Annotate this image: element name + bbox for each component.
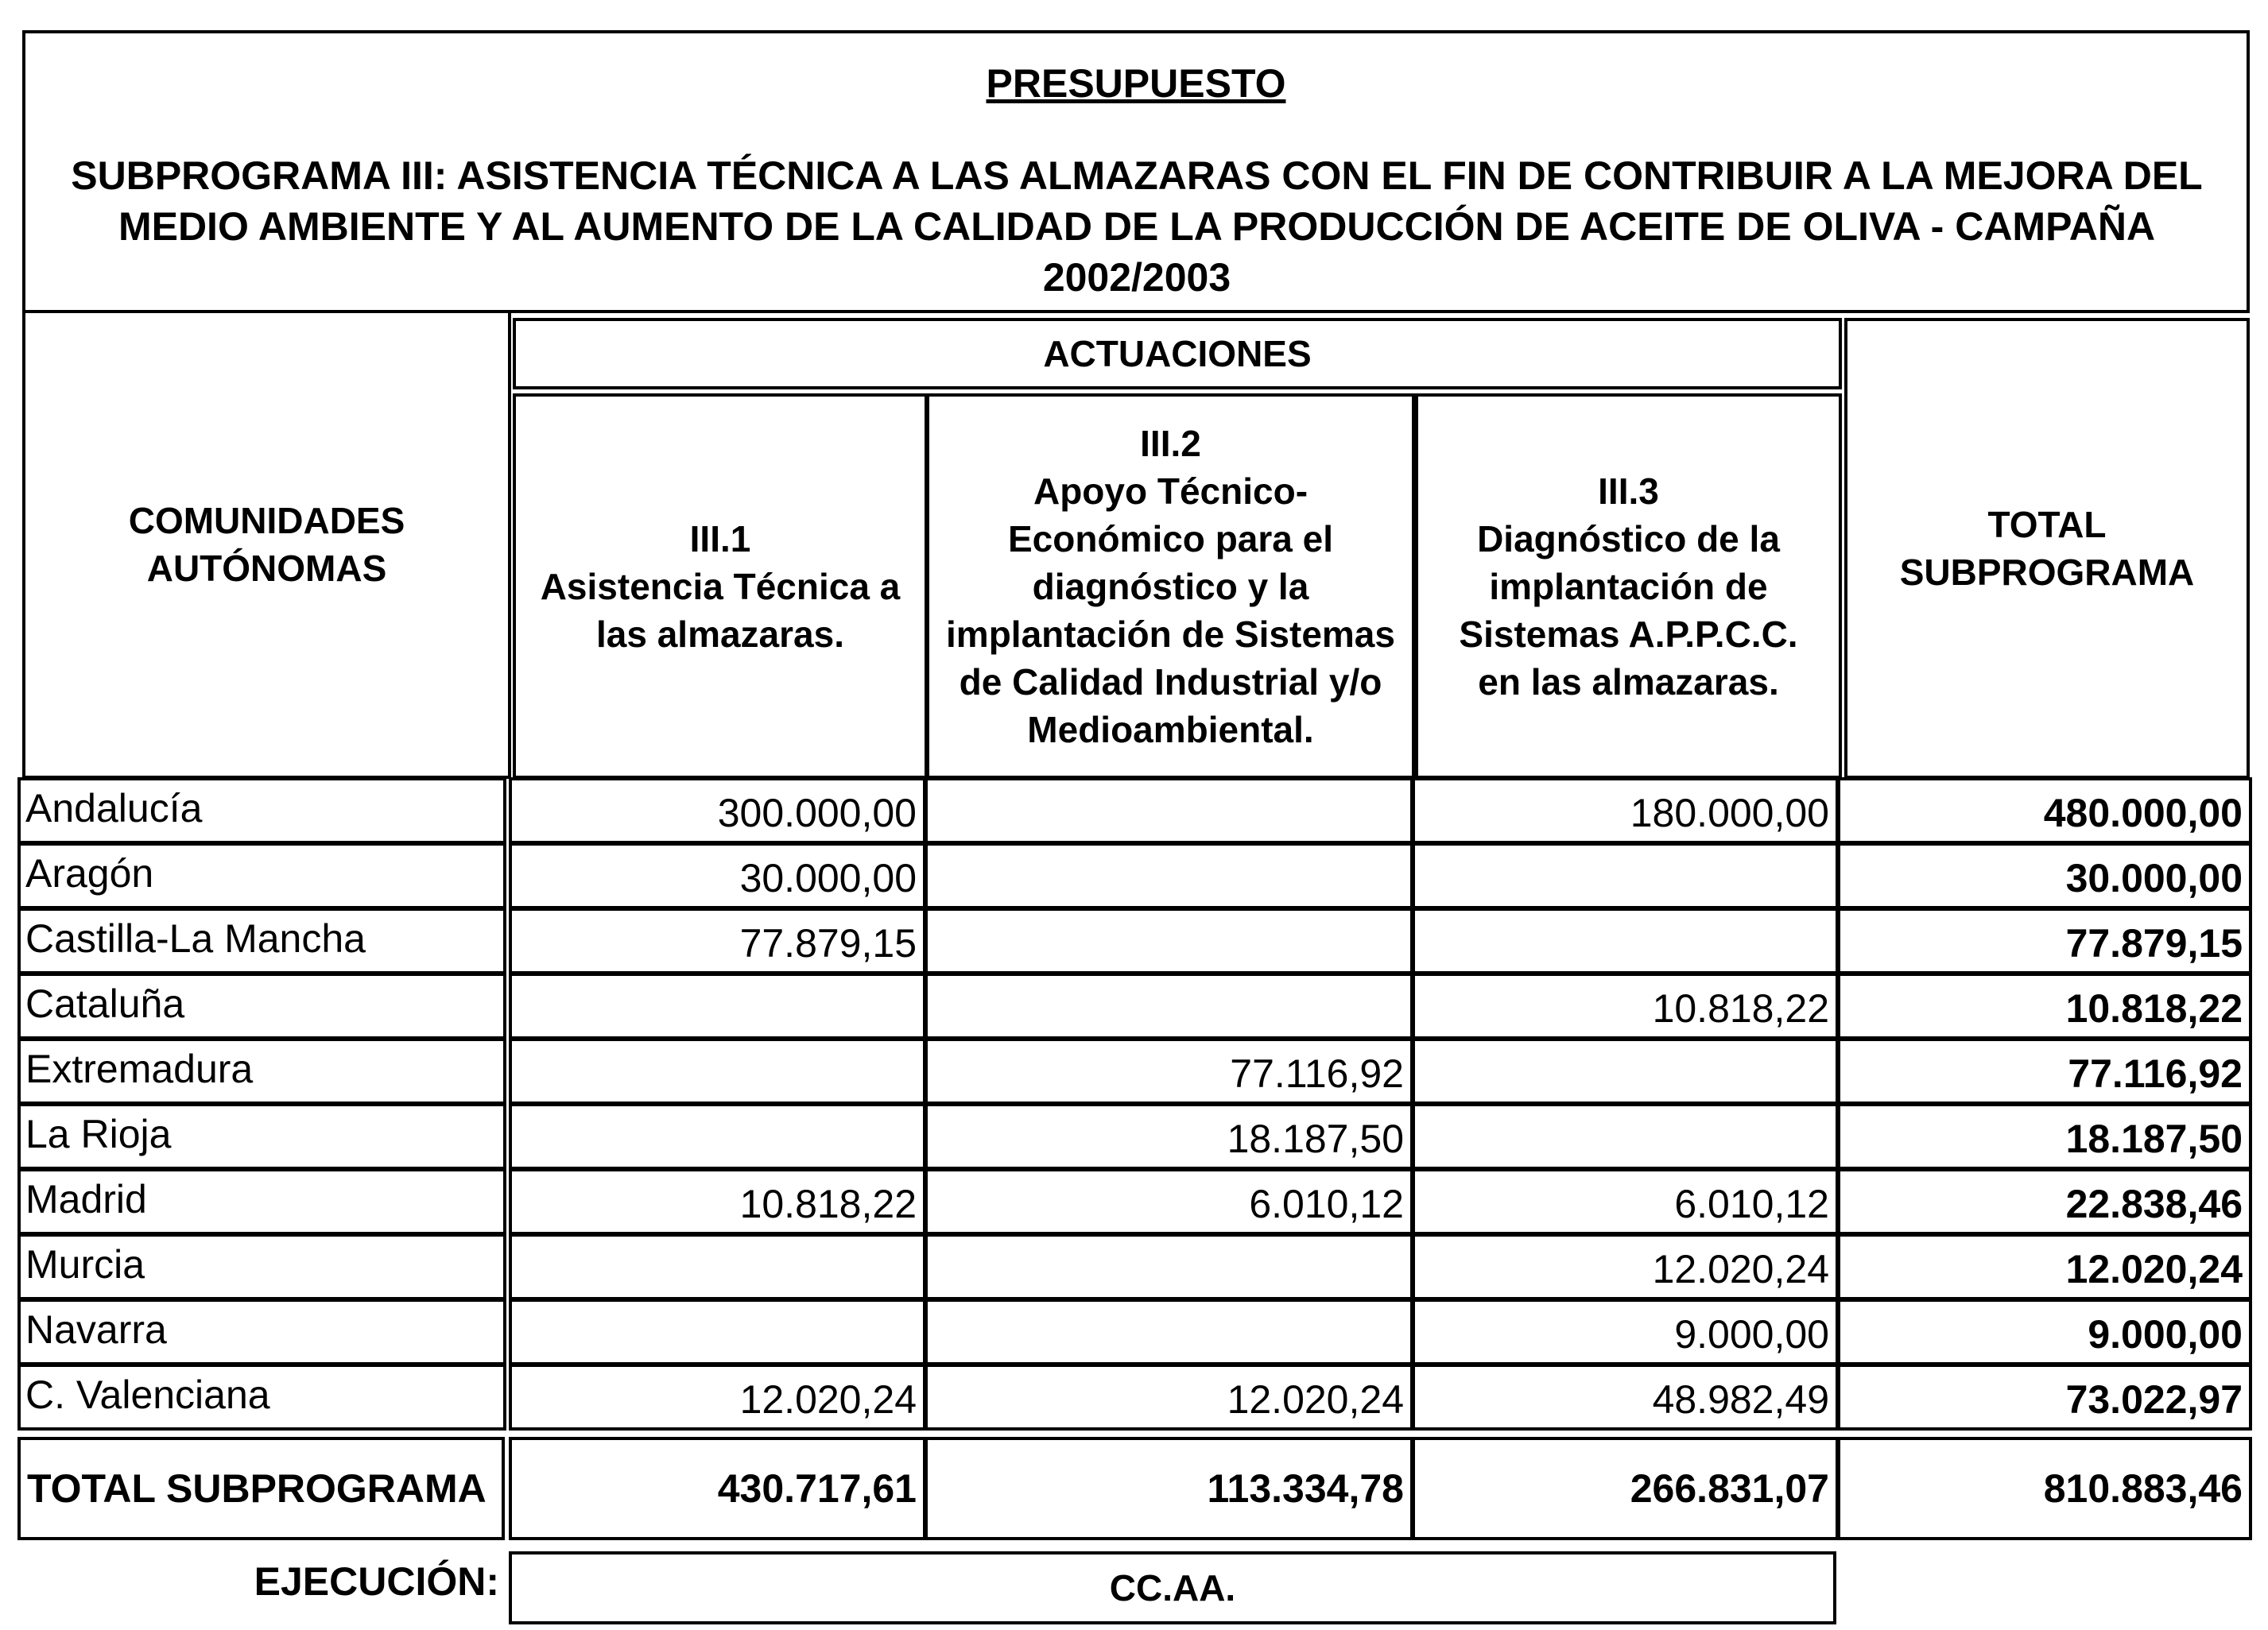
total-row-total: 810.883,46 [1837, 1437, 2252, 1540]
row-region: La Rioja [17, 1103, 506, 1170]
row-c3-cell: 48.982,49 [1412, 1364, 1839, 1431]
header-total-label: TOTAL SUBPROGRAMA [1899, 504, 2195, 593]
row-region: C. Valenciana [17, 1364, 506, 1431]
row-c1-cell [509, 1233, 926, 1300]
row-c1-cell: 10.818,22 [509, 1168, 926, 1235]
header-region [22, 310, 511, 779]
row-c2-cell: 6.010,12 [925, 1168, 1413, 1235]
row-c2-cell [925, 777, 1413, 844]
header-col1 [513, 393, 928, 779]
row-c1-cell [509, 973, 926, 1040]
row-total-cell: 10.818,22 [1837, 973, 2252, 1040]
row-region: Andalucía [17, 777, 506, 844]
total-row-c2: 113.334,78 [925, 1437, 1413, 1540]
row-total-cell: 9.000,00 [1837, 1299, 2252, 1365]
header-region-label: COMUNIDADES AUTÓNOMAS [128, 500, 405, 589]
row-total-cell: 77.116,92 [1837, 1038, 2252, 1105]
row-region: Castilla-La Mancha [17, 908, 506, 974]
header-col3-code: III.3 [1598, 470, 1659, 512]
row-total-cell: 30.000,00 [1837, 842, 2252, 909]
row-total-cell: 18.187,50 [1837, 1103, 2252, 1170]
row-c1-cell [509, 1038, 926, 1105]
row-c3-cell [1412, 1103, 1839, 1170]
row-c1-cell: 12.020,24 [509, 1364, 926, 1431]
row-c3-cell [1412, 908, 1839, 974]
ejecucion-label: EJECUCIÓN: [254, 1559, 499, 1604]
row-c3-cell: 12.020,24 [1412, 1233, 1839, 1300]
row-c2-cell [925, 1299, 1413, 1365]
row-c3-cell: 6.010,12 [1412, 1168, 1839, 1235]
row-c2-cell: 18.187,50 [925, 1103, 1413, 1170]
total-row-c3: 266.831,07 [1412, 1437, 1839, 1540]
row-c3-cell: 9.000,00 [1412, 1299, 1839, 1365]
row-total-cell: 12.020,24 [1837, 1233, 2252, 1300]
row-region: Madrid [17, 1168, 506, 1235]
row-region: Navarra [17, 1299, 506, 1365]
row-c1-cell: 30.000,00 [509, 842, 926, 909]
row-c2-cell: 77.116,92 [925, 1038, 1413, 1105]
header-col2-code: III.2 [1140, 422, 1201, 464]
row-c2-cell [925, 1233, 1413, 1300]
row-c1-cell [509, 1299, 926, 1365]
row-c1-cell: 300.000,00 [509, 777, 926, 844]
row-c3-cell: 10.818,22 [1412, 973, 1839, 1040]
header-col1-code: III.1 [689, 517, 751, 559]
header-total [1844, 318, 2250, 779]
row-c2-cell [925, 973, 1413, 1040]
row-total-cell: 480.000,00 [1837, 777, 2252, 844]
header-col2-desc: Apoyo Técnico-Económico para el diagnóstico y la implantación de Sistemas de Calidad Industrial y/o Medioambiental. [946, 470, 1395, 750]
header-actuaciones [513, 318, 1842, 389]
row-total-cell: 73.022,97 [1837, 1364, 2252, 1431]
row-c1-cell [509, 1103, 926, 1170]
row-c3-cell: 180.000,00 [1412, 777, 1839, 844]
header-actuaciones-label: ACTUACIONES [1043, 333, 1312, 374]
total-row-c1: 430.717,61 [509, 1437, 926, 1540]
header-col3-desc: Diagnóstico de la implantación de Sistemas A.P.P.C.C. en las almazaras. [1459, 517, 1798, 703]
header-col1-desc: Asistencia Técnica a las almazaras. [540, 565, 901, 655]
header-col2 [926, 393, 1415, 779]
total-row-label: TOTAL SUBPROGRAMA [17, 1437, 505, 1540]
row-region: Extremadura [17, 1038, 506, 1105]
row-region: Cataluña [17, 973, 506, 1040]
row-total-cell: 77.879,15 [1837, 908, 2252, 974]
row-c3-cell [1412, 1038, 1839, 1105]
row-c2-cell [925, 908, 1413, 974]
page-title: PRESUPUESTO [986, 61, 1286, 106]
row-region: Aragón [17, 842, 506, 909]
row-c3-cell [1412, 842, 1839, 909]
page-subtitle: SUBPROGRAMA III: ASISTENCIA TÉCNICA A LAS ALMAZARAS CON EL FIN DE CONTRIBUIR A LA MEJORA DEL MEDIO AMBIENTE Y AL AUMENTO DE LA CALIDAD DE LA PRODUCCIÓN DE ACEITE DE OLIVA - CAMPAÑA 2002/2003 [71, 153, 2203, 300]
row-c2-cell [925, 842, 1413, 909]
row-c1-cell: 77.879,15 [509, 908, 926, 974]
row-region: Murcia [17, 1233, 506, 1300]
row-total-cell: 22.838,46 [1837, 1168, 2252, 1235]
row-c2-cell: 12.020,24 [925, 1364, 1413, 1431]
ejecucion-value: CC.AA. [509, 1551, 1836, 1624]
header-col3 [1415, 393, 1842, 779]
